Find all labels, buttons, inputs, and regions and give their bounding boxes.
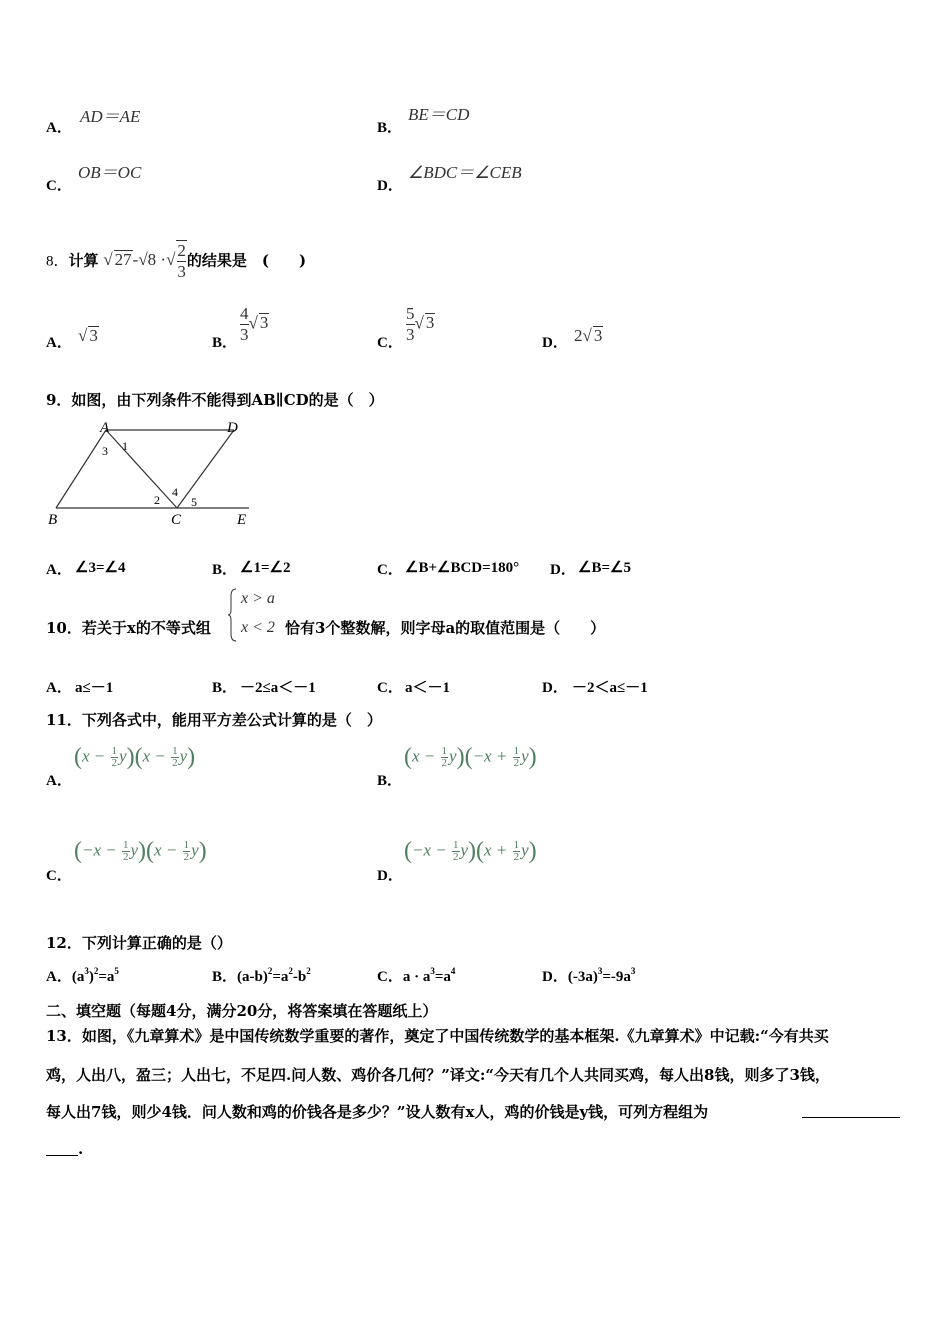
q12-option-c [377,965,455,986]
q10-brace [228,588,238,642]
q13-answer-blank-2[interactable] [46,1155,78,1156]
label-c: C [171,512,182,528]
angle-5: 5 [191,495,197,509]
q11-option-c-label: C． [46,868,72,884]
q11-a-h1d: 2 [111,757,118,769]
q10-option-d-text: －2＜a≤－1 [572,680,648,696]
q8-option-d-label: D． [542,335,568,351]
q11-d-h1d: 2 [453,851,459,863]
q12-c-2: 3 [430,966,435,976]
q10-line1: x > a [241,590,275,607]
q7-option-b-expr: BE＝CD [408,105,470,124]
q8-frac-den: 3 [177,262,186,281]
q11-a-h2d: 2 [172,757,178,769]
q11-c-h2d: 2 [183,851,190,863]
q8-number: 8． [46,253,69,270]
line-ab [56,430,106,508]
q12-a-4: 2 [93,966,99,976]
q10-option-a-label: A． [46,680,72,696]
label-a: A [100,420,110,436]
q10-option-a-text: a≤－1 [75,680,114,696]
q8-option-b-expr: $\frac{4}{3}$ √ 3 [240,304,269,344]
q12-b-label: B． [212,969,238,985]
angle-3: 3 [102,444,108,458]
q9-option-b-label: B． [212,562,238,578]
q8-frac-num: 2 [177,241,186,260]
q11-c-h2n: 1 [183,839,190,851]
q11-option-a-label: A． [46,773,72,789]
q12-b-2: 2 [267,966,273,976]
q9-option-c-text: ∠B+∠BCD=180° [405,560,520,576]
q9-option-a-label: A． [46,562,72,578]
q12-a-5: =a [98,969,115,985]
q11-d-p1: −x − [412,840,451,860]
q12-a-3: ) [88,969,94,985]
q11-option-b-expr: (x − $\frac{1}{2}$ y)(−x + $\frac{1}{2}$ y) [404,744,537,770]
q12-a-1: (a [71,969,85,985]
q11-b-p2: y [449,746,457,766]
q12-b-5: -b [292,969,307,985]
q11-d-p2: y [460,840,469,860]
q12-b-6: 2 [306,966,311,976]
q8-option-a-radicand: 3 [89,326,98,345]
q10-option-b-label: B． [212,680,238,696]
q11-b-p1: x − [412,746,440,766]
q11-option-b-label: B． [377,773,403,789]
q12-option-a [46,965,119,986]
q12-c-3: =a [434,969,451,985]
label-b: B [48,512,58,528]
q12-c-label: C． [377,969,403,985]
q13-answer-blank-1[interactable] [802,1117,900,1118]
angle-2: 2 [154,493,160,507]
q9-option-c-label: C． [377,562,403,578]
q11-a-h1n: 1 [111,745,118,757]
q12-c-4: 4 [450,966,456,976]
q11-c-p3: x − [154,840,182,860]
q7-option-d-expr: ∠BDC＝∠CEB [408,163,522,182]
q11-b-p4: y [521,746,529,766]
q10-prefix: 10．若关于x的不等式组 [46,619,211,637]
q12-b-4: 2 [288,966,293,976]
q9-figure [44,418,264,530]
q12-option-b [212,965,311,986]
q9-option-d-text: ∠B=∠5 [578,560,631,576]
q12-b-3: =a [272,969,289,985]
q7-option-b-label: B． [377,120,403,136]
q13-line4-end: . [78,1140,84,1158]
q11-a-p3: x − [142,746,171,766]
q10-option-c-label: C． [377,680,403,696]
q11-d-h1n: 1 [453,839,459,851]
q12-question: 12．下列计算正确的是（） [46,934,232,952]
q11-a-p1: x − [82,746,110,766]
q11-option-d-label: D． [377,868,403,884]
q11-b-h2d: 2 [513,757,520,769]
q11-b-p3: −x + [472,746,512,766]
q12-b-1: (a-b) [237,969,268,985]
q12-option-d [542,965,635,986]
q12-d-label: D． [542,969,568,985]
q10-option-b-text: －2≤a＜－1 [240,680,316,696]
q8-option-c-radicand: 3 [425,313,435,333]
q8-option-a-expr: √ 3 [78,326,98,345]
q11-c-h1n: 1 [123,839,129,851]
q9-option-b-text: ∠1=∠2 [240,560,291,576]
angle-4: 4 [172,485,178,499]
q8-option-b-radicand: 3 [259,313,269,333]
q8-option-b-den: 3 [240,325,249,344]
q8-option-d-radicand: 3 [593,326,603,345]
q11-a-p4: y [179,746,188,766]
q11-option-d-expr: (−x − $\frac{1}{2}$ y)(x + $\frac{1}{2}$ y) [404,838,537,864]
q10-option-d-label: D． [542,680,568,696]
q10-option-c-text: a＜－1 [405,680,451,696]
q7-option-c-expr: OB＝OC [78,163,142,182]
q8-option-b-num: 4 [240,304,249,323]
line-dc [177,430,234,508]
q12-d-2: 3 [597,966,603,976]
q11-c-p1: −x − [82,840,121,860]
q11-question: 11．下列各式中，能用平方差公式计算的是（ ） [46,711,382,729]
q8-option-c-den: 3 [406,325,415,344]
q8-option-d-expr: 2√ 3 [574,326,603,345]
line-ac [106,430,177,508]
q12-d-1: (-3a) [567,969,598,985]
q9-option-d-label: D． [550,562,576,578]
q11-d-p3: x + [484,840,512,860]
q11-b-h2n: 1 [513,745,520,757]
q8-suffix: 的结果是 ( ) [186,251,307,270]
q11-c-p2: y [130,840,139,860]
q10-suffix: 恰有3个整数解，则字母a的取值范围是（ ） [285,619,606,637]
q8-sqrt27: 27 [114,250,132,270]
q7-option-d-label: D． [377,178,403,194]
q11-option-c-expr: (−x − $\frac{1}{2}$ y)(x − $\frac{1}{2}$ y) [74,838,207,864]
q9-option-a-text: ∠3=∠4 [75,560,126,576]
section-2-heading: 二、填空题（每题4分，满分20分，将答案填在答题纸上） [46,1002,438,1020]
q10-line2: x < 2 [241,619,275,636]
q13-line1: 13．如图，《九章算术》是中国传统数学重要的著作，奠定了中国传统数学的基本框架.《九章算术》中记载:“今有共买 [46,1027,829,1045]
q11-d-h2n: 1 [513,839,520,851]
q8-question [46,240,306,282]
q8-option-c-num: 5 [406,304,415,323]
q11-c-p4: y [191,840,199,860]
label-d: D [227,420,238,436]
q7-option-a-label: A． [46,120,72,136]
q8-option-c-label: C． [377,335,403,351]
q11-d-h2d: 2 [513,851,520,863]
q7-option-c-label: C． [46,178,72,194]
q13-line2: 鸡，人出八，盈三；人出七，不足四.问人数、鸡价各几何？”译文:“今天有几个人共同买鸡，每人出8钱，则多了3钱， [46,1066,830,1084]
q12-a-label: A． [46,969,72,985]
q11-a-h2n: 1 [172,745,178,757]
q11-c-h1d: 2 [123,851,129,863]
q11-b-h1d: 2 [441,757,448,769]
angle-1: 1 [122,439,128,453]
label-e: E [237,512,247,528]
q11-a-p2: y [119,746,127,766]
q9-question: 9．如图，由下列条件不能得到AB∥CD的是（ ） [46,391,384,409]
q11-d-p4: y [521,840,529,860]
q8-option-c-expr: $\frac{5}{3}$ √ 3 [406,304,435,344]
q12-a-6: 5 [114,966,119,976]
q8-minus-sqrt8: -√8 · [132,250,167,270]
q8-option-b-label: B． [212,335,238,351]
q12-d-3: =-9a [602,969,631,985]
q8-expression: √ 27-√8 ·√ $\frac{2}{3}$ [103,241,186,281]
q11-option-a-expr: (x − $\frac{1}{2}$ y)(x − $\frac{1}{2}$ y) [74,744,196,770]
q13-line3: 每人出7钱，则少4钱．问人数和鸡的价钱各是多少？”设人数有x人，鸡的价钱是y钱，可列方程组为 [46,1103,709,1121]
q12-a-2: 3 [84,966,89,976]
q7-option-a-expr: AD＝AE [80,107,141,126]
q11-b-h1n: 1 [441,745,448,757]
q8-option-a-label: A． [46,335,72,351]
q8-prefix: 计算 [68,251,99,270]
q12-d-4: 3 [630,966,636,976]
q12-c-1: a · a [402,969,431,985]
q8-option-d-coef: 2 [574,326,583,345]
